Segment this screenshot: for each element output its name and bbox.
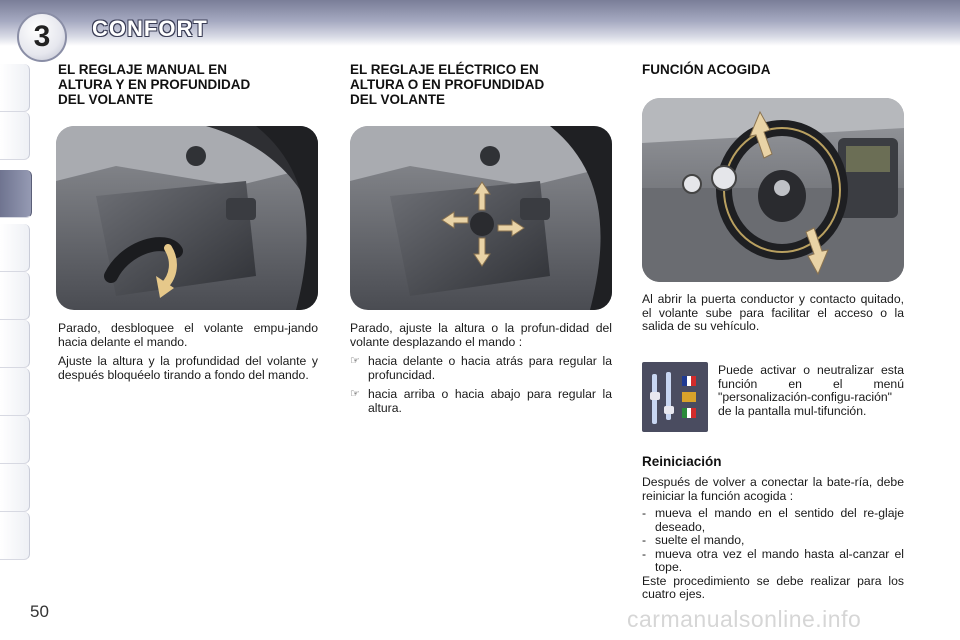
step-text: suelte el mando,: [655, 533, 745, 547]
chapter-tab-2[interactable]: [0, 112, 30, 160]
manual-adjustment-text: [58, 322, 318, 388]
chapter-tab-1[interactable]: [0, 64, 30, 112]
hand-pointer-icon: ☞: [350, 355, 360, 367]
chapter-tab-7[interactable]: [0, 368, 30, 416]
step-text: mueva otra vez el mando hasta al-canzar el tope.: [655, 546, 904, 574]
paragraph: Parado, desbloquee el volante empu-jando hacia delante el mando.: [58, 321, 318, 349]
title-line: EL REGLAJE ELÉCTRICO EN: [350, 62, 539, 77]
manual-lever-photo: [56, 126, 318, 310]
list-item: [642, 534, 904, 548]
step-text: mueva el mando en el sentido del re-glaje deseado,: [655, 506, 904, 534]
bullet-text: hacia delante o hacia atrás para regular la profuncidad.: [368, 354, 612, 382]
electric-adjustment-text: [350, 322, 612, 421]
paragraph: Al abrir la puerta conductor y contacto quitado, el volante sube para facilitar el acceso o la salida de su vehículo.: [642, 292, 904, 333]
title-line: DEL VOLANTE: [350, 92, 446, 107]
multifunction-screen-thumbnail: [642, 362, 708, 432]
list-item: [642, 548, 904, 575]
list-item: [350, 355, 612, 382]
paragraph: Este procedimiento se debe realizar para los cuatro ejes.: [642, 573, 904, 601]
chapter-tab-6[interactable]: [0, 320, 30, 368]
chapter-tab-10[interactable]: [0, 512, 30, 560]
chapter-tabs: [0, 64, 34, 576]
chapter-tab-4[interactable]: [0, 224, 30, 272]
dash-bullet: -: [642, 546, 647, 561]
manual-adjustment-title: [58, 62, 318, 107]
electric-control-photo: [350, 126, 612, 310]
paragraph: Ajuste la altura y la profundidad del volante y después bloquéelo tirando a fondo del mando.: [58, 354, 318, 382]
title-line: FUNCIÓN ACOGIDA: [642, 62, 771, 77]
menu-note-text: Puede activar o neutralizar esta función en el menú "personalización-configu-ración" de la pantalla mul-tifunción.: [718, 363, 904, 418]
bullet-text: hacia arriba o hacia abajo para regular la altura.: [368, 387, 612, 415]
paragraph: Parado, ajuste la altura o la profun-didad del volante desplazando el mando :: [350, 321, 612, 349]
welcome-function-title: [642, 62, 904, 77]
dash-bullet: -: [642, 506, 647, 520]
title-line: EL REGLAJE MANUAL EN: [58, 62, 228, 77]
chapter-tab-5[interactable]: [0, 272, 30, 320]
page-number: 50: [30, 602, 49, 621]
list-item: [350, 388, 612, 415]
title-line: ALTURA Y EN PROFUNDIDAD: [58, 77, 251, 92]
chapter-tab-8[interactable]: [0, 416, 30, 464]
watermark-text: carmanualsonline.info: [627, 606, 862, 632]
steering-wheel-photo: [642, 98, 904, 282]
list-item: [642, 507, 904, 534]
chapter-tab-3-active[interactable]: [0, 170, 32, 218]
chapter-tab-9[interactable]: [0, 464, 30, 512]
dash-bullet: -: [642, 533, 647, 547]
hand-pointer-icon: ☞: [350, 388, 360, 400]
chapter-number-badge: 3: [17, 12, 67, 62]
reset-text: [642, 476, 904, 602]
reset-heading: Reiniciación: [642, 454, 722, 469]
paragraph: Después de volver a conectar la bate-ría, debe reiniciar la función acogida :: [642, 475, 904, 503]
welcome-function-text: [642, 293, 904, 340]
title-line: DEL VOLANTE: [58, 92, 154, 107]
electric-adjustment-title: [350, 62, 612, 107]
chapter-title: CONFORT: [92, 16, 208, 41]
title-line: ALTURA O EN PROFUNDIDAD: [350, 77, 545, 92]
